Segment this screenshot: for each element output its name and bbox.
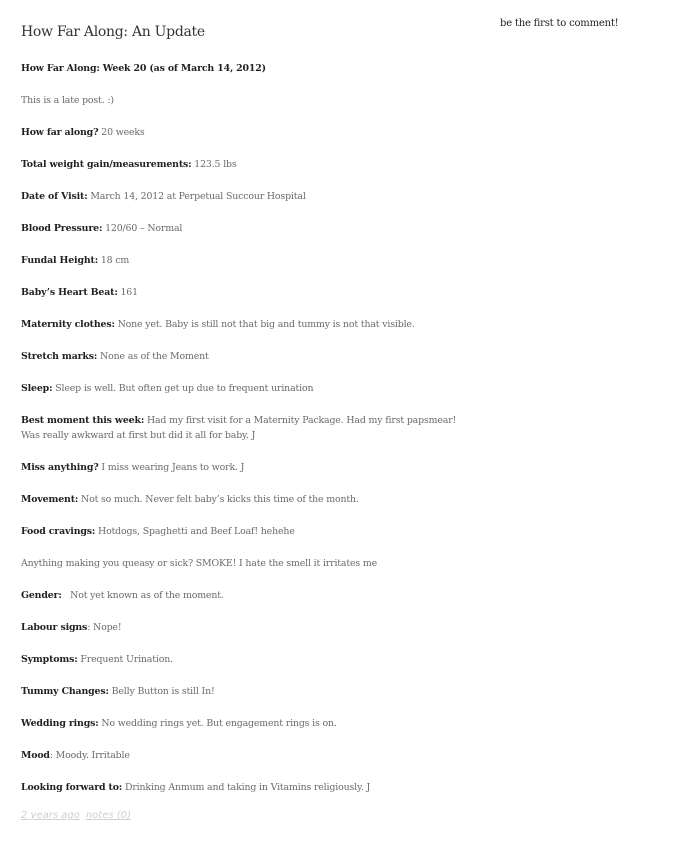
field-sleep — [21, 381, 461, 396]
field-label: Best moment this week: — [21, 415, 145, 426]
field-blood-pressure — [21, 221, 461, 236]
field-value: 18 cm — [98, 255, 130, 266]
field-mood — [21, 748, 461, 763]
field-label: Maternity clothes: — [21, 319, 115, 330]
field-value: : Moody. Irritable — [49, 750, 130, 761]
field-value: Sleep is well. But often get up due to frequent urination — [52, 383, 314, 394]
field-value: None as of the Moment — [97, 351, 209, 362]
field-label: Total weight gain/measurements: — [21, 159, 192, 170]
field-queasy: Anything making you queasy or sick? SMOKE! I hate the smell it irritates me — [21, 558, 378, 569]
field-value: 161 — [117, 287, 138, 298]
field-label: Baby’s Heart Beat: — [21, 287, 118, 298]
field-movement — [21, 492, 461, 507]
post-title: How Far Along: An Update — [21, 24, 205, 40]
field-value: Frequent Urination. — [77, 654, 173, 665]
field-best-moment — [21, 413, 461, 443]
field-food-cravings — [21, 524, 461, 539]
field-symptoms — [21, 652, 461, 667]
field-value: None yet. Baby is still not that big and tummy is not that visible. — [114, 319, 415, 330]
field-label: Stretch marks: — [21, 351, 98, 362]
field-value: March 14, 2012 at Perpetual Succour Hospital — [87, 191, 306, 202]
field-label: Labour signs — [21, 622, 88, 633]
field-label: Movement: — [21, 494, 79, 505]
field-label: Fundal Height: — [21, 255, 99, 266]
field-label: Sleep: — [21, 383, 53, 394]
field-gender — [21, 588, 461, 603]
comment-link[interactable]: be the first to comment! — [500, 18, 619, 29]
field-fundal-height — [21, 253, 461, 268]
field-value: 123.5 lbs — [191, 159, 237, 170]
field-label: Wedding rings: — [21, 718, 99, 729]
field-value: 120/60 – Normal — [102, 223, 183, 234]
field-wedding-rings — [21, 716, 461, 731]
field-value: Belly Button is still In! — [108, 686, 215, 697]
field-tummy-changes — [21, 684, 461, 699]
field-maternity-clothes — [21, 317, 461, 332]
field-label: Food cravings: — [21, 526, 96, 537]
post-heading: How Far Along: Week 20 (as of March 14, 2012) — [21, 63, 266, 74]
field-weight-gain — [21, 157, 461, 172]
field-value: Drinking Anmum and taking in Vitamins religiously. J — [122, 782, 371, 793]
post-intro: This is a late post. :) — [21, 95, 114, 106]
field-value: No wedding rings yet. But engagement rings is on. — [98, 718, 337, 729]
field-heart-beat — [21, 285, 461, 300]
field-label: Blood Pressure: — [21, 223, 103, 234]
field-label: Symptoms: — [21, 654, 78, 665]
post-meta — [21, 810, 131, 821]
field-stretch-marks — [21, 349, 461, 364]
field-label: Miss anything? — [21, 462, 99, 473]
field-label: How far along? — [21, 127, 99, 138]
field-date-of-visit — [21, 189, 461, 204]
field-label: Looking forward to: — [21, 782, 123, 793]
post-timestamp-link[interactable]: 2 years ago — [21, 810, 80, 821]
field-value: Had my first visit for a Maternity Package. Had my first papsmear! Was really awkward at first but did it all for baby. J — [21, 415, 457, 441]
field-label: Tummy Changes: — [21, 686, 109, 697]
notes-link[interactable]: notes (0) — [85, 810, 131, 821]
field-value: Not yet known as of the moment. — [61, 590, 224, 601]
field-value: I miss wearing Jeans to work. J — [98, 462, 245, 473]
field-label: Mood — [21, 750, 50, 761]
field-looking-forward — [21, 780, 461, 795]
field-value: Not so much. Never felt baby’s kicks this time of the month. — [78, 494, 359, 505]
field-labour-signs — [21, 620, 461, 635]
field-miss-anything — [21, 460, 461, 475]
field-value: 20 weeks — [98, 127, 145, 138]
field-how-far-along — [21, 125, 461, 140]
field-value: : Nope! — [87, 622, 122, 633]
field-value: Hotdogs, Spaghetti and Beef Loaf! hehehe — [95, 526, 295, 537]
field-label: Date of Visit: — [21, 191, 88, 202]
post-body — [21, 61, 461, 812]
field-label: Gender: — [21, 590, 62, 601]
